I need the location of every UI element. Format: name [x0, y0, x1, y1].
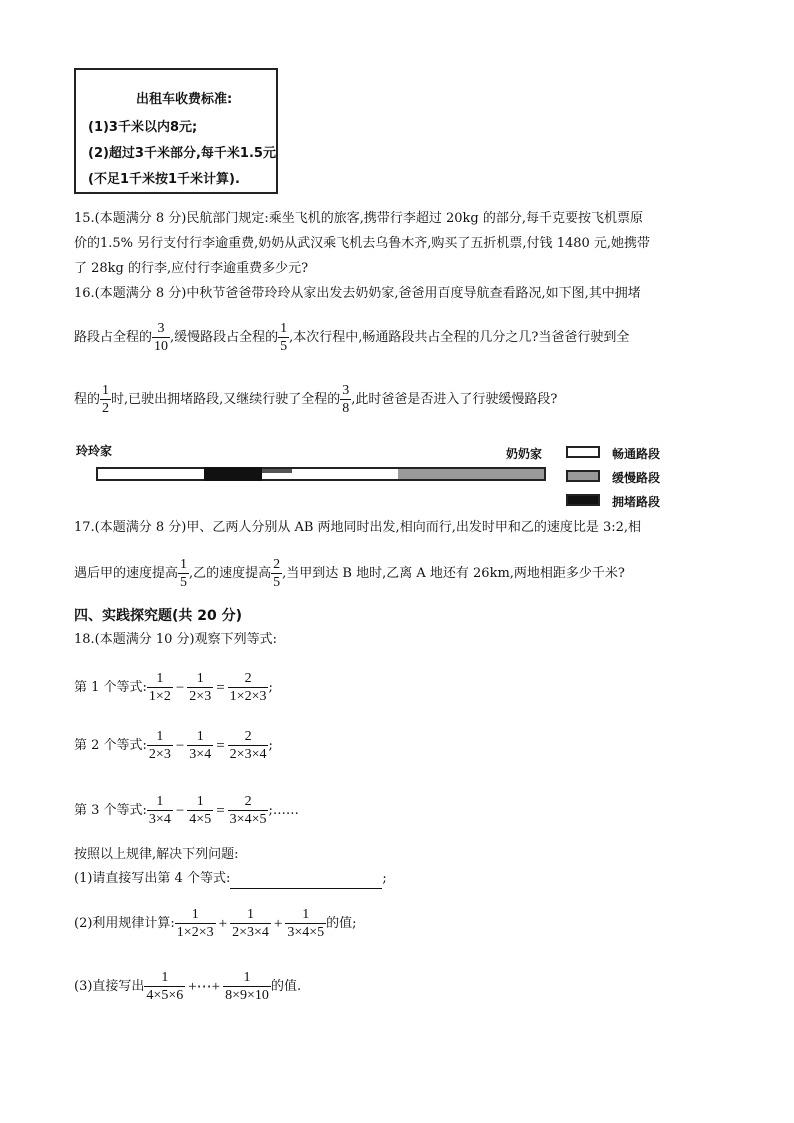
taxi-rule-2: (2)超过3千米部分,每千米1.5元: [88, 146, 276, 161]
q15-line-3: 了 28kg 的行李,应付行李逾重费多少元?: [74, 261, 309, 276]
fraction: $\frac{2}{1\times 2\times 3}$: [229, 671, 267, 704]
jam-segment: [204, 467, 262, 481]
legend-slow-label: 缓慢路段: [612, 471, 661, 485]
legend-jam-swatch: [566, 494, 600, 506]
q18-rule: 按照以上规律,解决下列问题:: [74, 847, 239, 862]
start-label: 玲玲家: [76, 444, 113, 458]
fraction-2-5: $\frac{2}{5}$: [273, 557, 281, 590]
fraction: $\frac{2}{2\times 3\times 4}$: [229, 729, 267, 762]
fraction-1-5: $\frac{1}{5}$: [180, 557, 188, 590]
taxi-fare-box: [74, 68, 278, 194]
legend-slow-swatch: [566, 470, 600, 482]
q18-eq-1: 第 1 个等式: $\frac{1}{1\times 2}$ − $\frac{1}{2\times 3}$ = $\frac{2}{1\times 2\times 3}$ ;: [74, 671, 273, 704]
taxi-rule-3: (不足1千米按1千米计算).: [88, 172, 240, 187]
eq-tail: ;: [268, 738, 273, 753]
fraction: $\frac{1}{1\times 2}$: [148, 671, 171, 704]
end-label: 奶奶家: [506, 447, 543, 461]
eq-label: 第 3 个等式:: [74, 803, 147, 818]
q17-text: 遇后甲的速度提高: [74, 566, 179, 581]
q18-eq-2: 第 2 个等式: $\frac{1}{2\times 3}$ − $\frac{1}{3\times 4}$ = $\frac{2}{2\times 3\times 4}$ ;: [74, 729, 273, 762]
q18-part-2: (2)利用规律计算: $\frac{1}{1\times 2\times 3}$ + $\frac{1}{2\times 3\times 4}$ + $\frac{1}{3\times 4\times 5}$ 的值;: [74, 907, 357, 940]
fraction: $\frac{1}{4\times 5}$: [189, 794, 212, 827]
q16-text: 路段占全程的: [74, 330, 153, 345]
q16-text: 程的: [74, 392, 101, 407]
fraction: $\frac{1}{1\times 2\times 3}$: [176, 907, 214, 940]
q17-line-1: 17.(本题满分 8 分)甲、乙两人分别从 AB 两地同时出发,相向而行,出发时甲和乙的速度比是 3:2,相: [74, 520, 642, 535]
fraction: $\frac{1}{2\times 3}$: [148, 729, 171, 762]
q16-text: ,此时爸爸是否进入了行驶缓慢路段?: [351, 392, 558, 407]
q16-text: ,缓慢路段占全程的: [170, 330, 279, 345]
fraction: $\frac{1}{3\times 4}$: [148, 794, 171, 827]
q16-line-3: [74, 382, 557, 417]
part-tail: ;: [382, 871, 387, 886]
part-text: (3)直接写出: [74, 979, 145, 994]
legend-smooth-swatch: [566, 446, 600, 458]
answer-blank: [230, 876, 382, 889]
q17-text: ,乙的速度提高: [189, 566, 272, 581]
op-ellipsis: +⋯+: [188, 978, 221, 995]
fraction-3-8: $\frac{3}{8}$: [342, 383, 350, 416]
part-tail: 的值;: [326, 916, 357, 931]
fraction-1-5: $\frac{1}{5}$: [280, 321, 288, 354]
part-text: (1)请直接写出第 4 个等式:: [74, 871, 231, 886]
taxi-title: 出租车收费标准:: [136, 92, 233, 107]
eq-label: 第 1 个等式:: [74, 680, 147, 695]
fraction: $\frac{1}{8\times 9\times 10}$: [225, 970, 269, 1003]
legend-smooth-label: 畅通路段: [612, 447, 661, 461]
q17-line-2: [74, 556, 625, 591]
q18-part-3: [74, 969, 301, 1004]
part-text: (2)利用规律计算:: [74, 916, 175, 931]
fraction: $\frac{1}{2\times 3\times 4}$: [232, 907, 269, 940]
q18-intro: 18.(本题满分 10 分)观察下列等式:: [74, 632, 278, 647]
q17-text: ,当甲到达 B 地时,乙离 A 地还有 26km,两地相距多少千米?: [282, 566, 625, 581]
eq-tail: ;……: [268, 803, 299, 818]
legend-jam-label: 拥堵路段: [612, 495, 661, 509]
eq-label: 第 2 个等式:: [74, 738, 147, 753]
route-bar: [96, 467, 546, 481]
eq-tail: ;: [268, 680, 273, 695]
slow-segment: [398, 469, 544, 479]
q16-text: 时,已驶出拥堵路段,又继续行驶了全程的: [111, 392, 341, 407]
q15-line-1: 15.(本题满分 8 分)民航部门规定:乘坐飞机的旅客,携带行李超过 20kg 的部分,每千克要按飞机票原: [74, 211, 644, 226]
q16-text: ,本次行程中,畅通路段共占全程的几分之几?当爸爸行驶到全: [289, 330, 630, 345]
fraction: $\frac{2}{3\times 4\times 5}$: [229, 794, 267, 827]
q15-line-2: 价的1.5% 另行支付行李逾重费,奶奶从武汉乘飞机去乌鲁木齐,购买了五折机票,付钱 1480 元,她携带: [74, 236, 651, 251]
fraction: $\frac{1}{3\times 4}$: [189, 729, 212, 762]
fraction: $\frac{1}{3\times 4\times 5}$: [287, 907, 325, 940]
q18-part-1: [74, 869, 387, 889]
fraction: $\frac{1}{4\times 5\times 6}$: [146, 970, 184, 1003]
q16-line-2: [74, 320, 629, 355]
part-tail: 的值.: [270, 979, 302, 994]
fraction-1-2: $\frac{1}{2}$: [102, 383, 110, 416]
q18-eq-3: 第 3 个等式: $\frac{1}{3\times 4}$ − $\frac{1}{4\times 5}$ = $\frac{2}{3\times 4\times 5}$ ;……: [74, 794, 299, 827]
fraction: $\frac{1}{2\times 3}$: [189, 671, 212, 704]
section-heading: 四、实践探究题(共 20 分): [74, 608, 243, 624]
jam-segment-edge: [262, 469, 292, 473]
q16-line-1: 16.(本题满分 8 分)中秋节爸爸带玲玲从家出发去奶奶家,爸爸用百度导航查看路况,如下图,其中拥堵: [74, 286, 641, 301]
taxi-rule-1: (1)3千米以内8元;: [88, 120, 198, 135]
fraction-3-10: $\frac{3}{10}$: [154, 321, 169, 354]
